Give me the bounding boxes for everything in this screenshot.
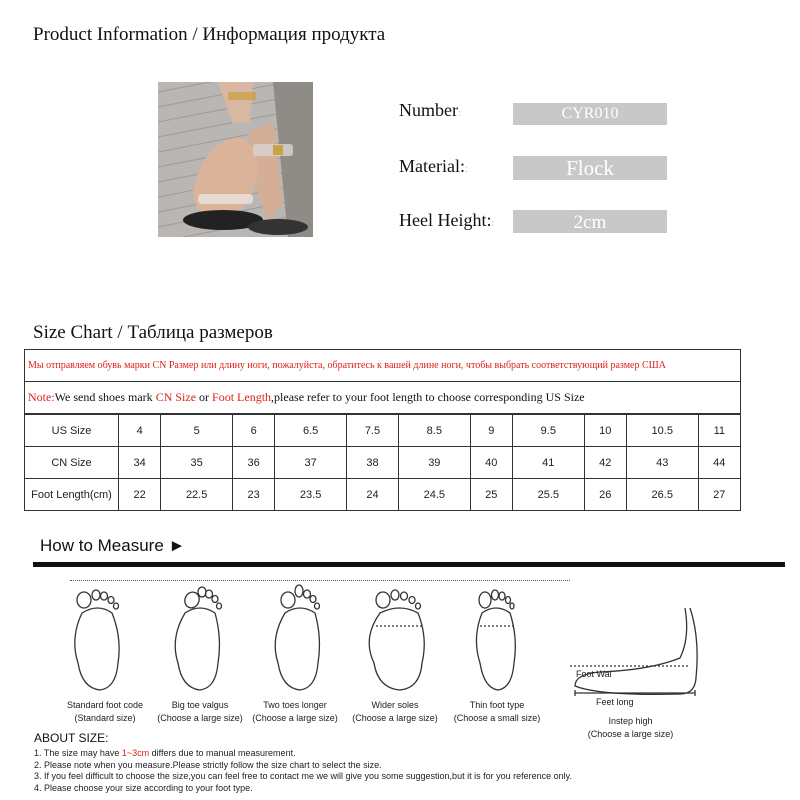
russian-notice: Мы отправляем обувь марки CN Размер или длину ноги, пожалуйста, обратитесь к вашей длине ноги, чтобы выбрать соответствующий размер США xyxy=(28,360,666,371)
table-cell: 22 xyxy=(119,479,161,511)
spec-material-value: Flock xyxy=(513,156,667,180)
foot-type-advice: (Choose a large size) xyxy=(587,729,674,739)
table-cell: 24.5 xyxy=(399,479,471,511)
table-cell: 26.5 xyxy=(626,479,698,511)
row-label-us-size: US Size xyxy=(25,415,119,447)
product-info-title: Product Information / Информация продукта xyxy=(33,24,386,45)
wider-soles-foot-icon xyxy=(369,590,424,690)
table-cell: 25 xyxy=(470,479,512,511)
table-cell: 39 xyxy=(399,447,471,479)
table-cell: 4 xyxy=(119,415,161,447)
spec-heel-height-label: Heel Height:: xyxy=(399,210,495,230)
foot-type-name: Wider soles xyxy=(371,700,419,710)
table-row-us-size xyxy=(25,415,741,447)
table-row-cn-size xyxy=(25,447,741,479)
foot-type-instep xyxy=(568,715,693,741)
section-divider xyxy=(33,562,785,567)
table-cell: 5 xyxy=(161,415,233,447)
spec-material-label: Material:: xyxy=(399,156,468,176)
notice-cn-size: CN Size xyxy=(155,390,197,404)
instep-foot-side-icon xyxy=(570,608,697,696)
table-cell: 9 xyxy=(470,415,512,447)
english-notice xyxy=(25,381,740,413)
table-cell: 22.5 xyxy=(161,479,233,511)
spec-number-label: Number: xyxy=(399,100,461,120)
foot-type-big-toe xyxy=(150,699,250,725)
about-item-1: 1. The size may have 1~3cm differs due to manual measurement. xyxy=(34,748,296,758)
table-cell: 10.5 xyxy=(626,415,698,447)
table-cell: 38 xyxy=(346,447,398,479)
about-item-2: 2. Please note when you measure.Please strictly follow the size chart to select the size. xyxy=(34,759,382,770)
thin-foot-icon xyxy=(476,590,515,690)
foot-type-name: Instep high xyxy=(608,716,653,726)
table-cell: 35 xyxy=(161,447,233,479)
table-cell: 43 xyxy=(626,447,698,479)
table-cell: 10 xyxy=(584,415,626,447)
side-foot-top-label: Foot Wai xyxy=(576,669,612,679)
size-chart-title: Size Chart / Таблица размеров xyxy=(33,322,273,343)
foot-type-wider xyxy=(345,699,445,725)
english-notice-box xyxy=(24,381,741,414)
foot-type-name: Standard foot code xyxy=(66,700,144,710)
table-cell: 41 xyxy=(512,447,584,479)
table-cell: 36 xyxy=(232,447,274,479)
foot-type-name: Big toe valgus xyxy=(171,700,229,710)
about-size-title: ABOUT SIZE: xyxy=(34,731,109,745)
table-cell: 34 xyxy=(119,447,161,479)
side-foot-bottom-label: Feet long xyxy=(596,697,634,707)
foot-type-standard xyxy=(55,699,155,725)
about-size-list xyxy=(34,748,572,794)
table-cell: 26 xyxy=(584,479,626,511)
row-label-cn-size: CN Size xyxy=(25,447,119,479)
table-cell: 25.5 xyxy=(512,479,584,511)
table-cell: 6.5 xyxy=(275,415,347,447)
notice-foot-length: Foot Length xyxy=(212,390,272,404)
notice-or: or xyxy=(196,390,213,404)
row-label-foot-length: Foot Length(cm) xyxy=(25,479,119,511)
table-cell: 42 xyxy=(584,447,626,479)
notice-text-2: ,please refer to your foot length to choose corresponding US Size xyxy=(271,390,585,404)
table-cell: 40 xyxy=(470,447,512,479)
table-cell: 9.5 xyxy=(512,415,584,447)
foot-type-two-toes xyxy=(245,699,345,725)
foot-type-advice: (Choose a large size) xyxy=(157,713,243,723)
note-label: Note: xyxy=(28,390,55,404)
product-photo xyxy=(158,82,313,237)
foot-type-name: Thin foot type xyxy=(469,700,525,710)
foot-type-thin xyxy=(447,699,547,725)
table-cell: 23.5 xyxy=(275,479,347,511)
table-cell: 8.5 xyxy=(399,415,471,447)
foot-type-advice: (Standard size) xyxy=(74,713,136,723)
foot-type-advice: (Choose a large size) xyxy=(352,713,438,723)
standard-foot-icon xyxy=(75,590,119,690)
table-cell: 7.5 xyxy=(346,415,398,447)
table-row-foot-length xyxy=(25,479,741,511)
table-cell: 6 xyxy=(232,415,274,447)
table-cell: 24 xyxy=(346,479,398,511)
big-toe-valgus-foot-icon xyxy=(175,587,221,690)
table-cell: 11 xyxy=(698,415,740,447)
foot-type-advice: (Choose a large size) xyxy=(252,713,338,723)
foot-diagrams xyxy=(40,578,780,698)
spec-heel-height-value: 2cm xyxy=(513,210,667,233)
how-to-measure-title: How to Measure ► xyxy=(40,536,186,555)
table-cell: 23 xyxy=(232,479,274,511)
foot-type-name: Two toes longer xyxy=(263,700,327,710)
table-cell: 37 xyxy=(275,447,347,479)
size-table xyxy=(24,414,741,511)
notice-text-1: We send shoes mark xyxy=(54,390,156,404)
two-toes-longer-foot-icon xyxy=(275,585,319,690)
table-cell: 44 xyxy=(698,447,740,479)
spec-number-value: CYR010 xyxy=(513,103,667,125)
foot-type-advice: (Choose a small size) xyxy=(453,713,541,723)
russian-notice-box xyxy=(24,349,741,382)
table-cell: 27 xyxy=(698,479,740,511)
about-item-4: 4. Please choose your size according to your foot type. xyxy=(34,782,253,793)
about-item-3: 3. If you feel difficult to choose the size,you can feel free to contact me we will give you some suggestion,but it is for you reference only. xyxy=(34,771,572,781)
